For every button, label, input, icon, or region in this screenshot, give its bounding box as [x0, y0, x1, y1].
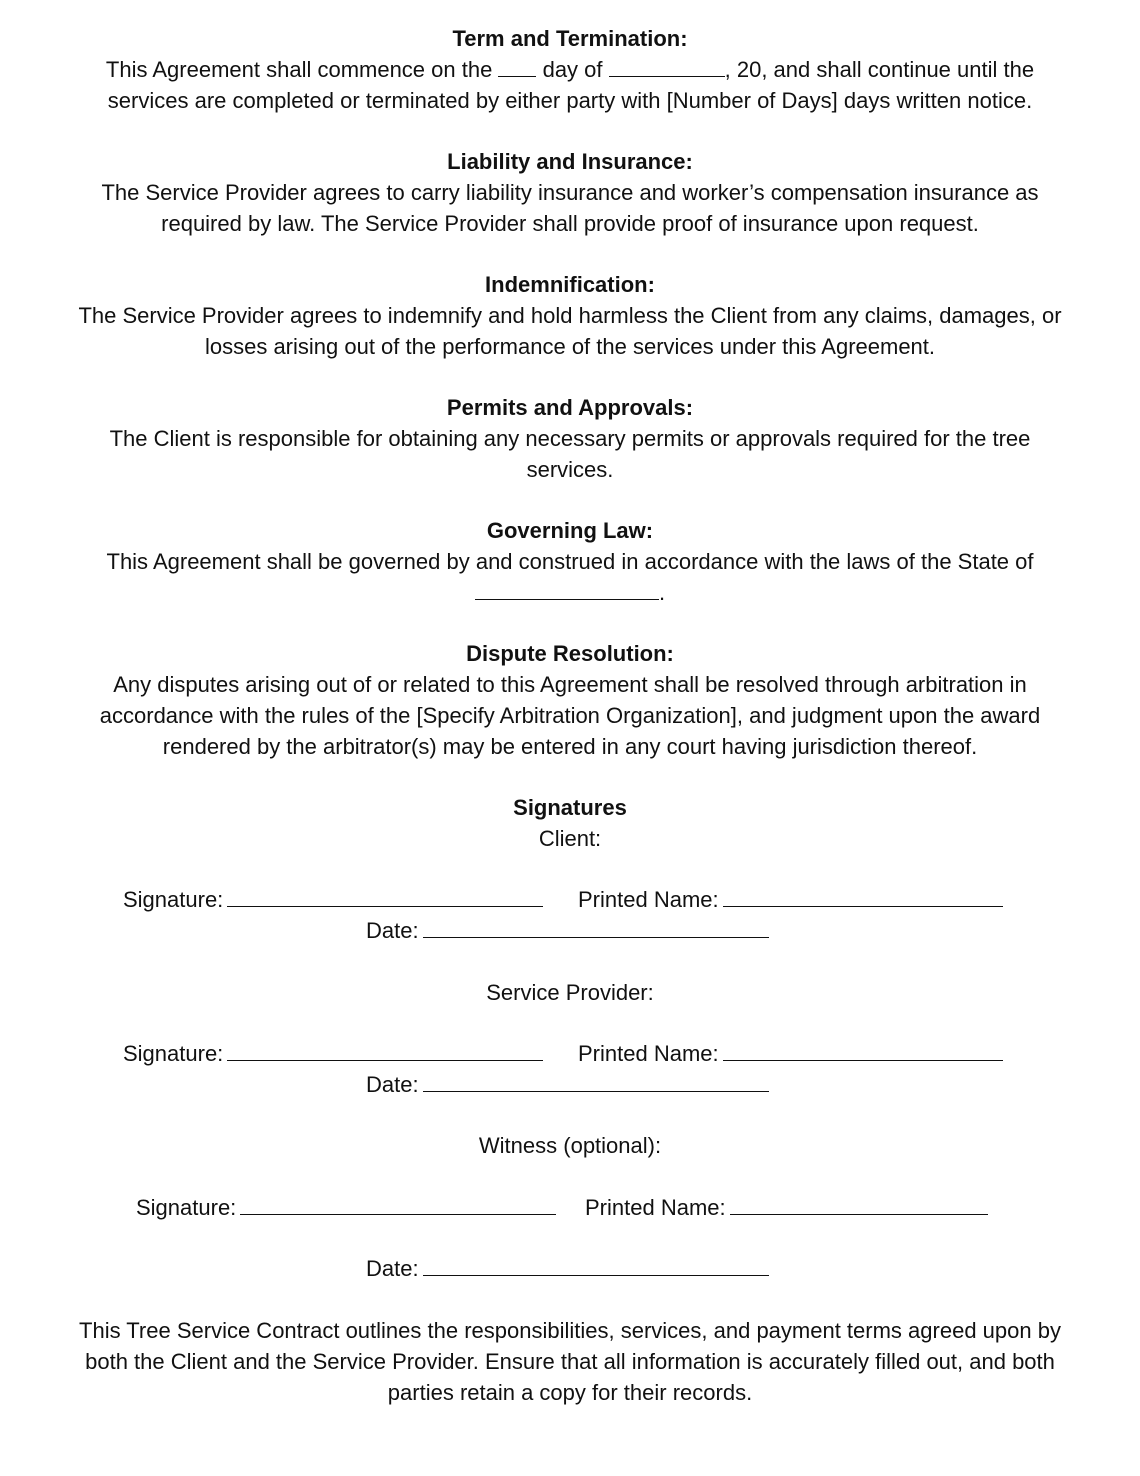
witness-printed-name-label: Printed Name: — [585, 1195, 726, 1220]
provider-date-field[interactable] — [423, 1069, 769, 1092]
provider-date-label: Date: — [366, 1072, 419, 1097]
indemnification-section — [0, 269, 1140, 362]
client-signature-field[interactable] — [227, 884, 543, 907]
state-blank[interactable] — [475, 579, 659, 600]
liability-line-2: required by law. The Service Provider shall provide proof of insurance upon request. — [161, 211, 979, 236]
governing-law-heading: Governing Law: — [486, 518, 654, 543]
client-date-label: Date: — [366, 918, 419, 943]
liability-heading: Liability and Insurance: — [447, 149, 693, 174]
day-blank[interactable] — [498, 56, 536, 77]
provider-label: Service Provider: — [486, 980, 654, 1005]
client-date-row — [366, 915, 769, 946]
dispute-heading: Dispute Resolution: — [466, 641, 674, 666]
governing-law-line-1: This Agreement shall be governed by and construed in accordance with the laws of the State of — [106, 549, 1034, 574]
client-signature-label: Signature: — [123, 887, 224, 912]
footer-line-1: This Tree Service Contract outlines the responsibilities, services, and payment terms agreed upon by — [79, 1318, 1061, 1343]
client-printed-name-label: Printed Name: — [578, 887, 719, 912]
client-printed-name-row — [578, 884, 1003, 915]
provider-printed-name-row — [578, 1038, 1003, 1069]
month-blank[interactable] — [609, 56, 725, 77]
footer-paragraph — [0, 1315, 1140, 1408]
dispute-line-2: accordance with the rules of the [Specify Arbitration Organization], and judgment upon the award — [99, 703, 1041, 728]
client-label: Client: — [538, 826, 602, 851]
witness-signature-row — [136, 1192, 556, 1223]
liability-line-1: The Service Provider agrees to carry liability insurance and worker’s compensation insurance as — [101, 180, 1039, 205]
witness-signature-label: Signature: — [136, 1195, 237, 1220]
term-line-1-a: This Agreement shall commence on the — [105, 57, 493, 82]
liability-section — [0, 146, 1140, 239]
provider-printed-name-field[interactable] — [723, 1038, 1003, 1061]
witness-printed-name-row — [585, 1192, 988, 1223]
provider-signature-label: Signature: — [123, 1041, 224, 1066]
term-line-1-c: , 20, and shall continue until the — [724, 57, 1035, 82]
provider-signature-field[interactable] — [227, 1038, 543, 1061]
provider-date-row — [366, 1069, 769, 1100]
dispute-section — [0, 638, 1140, 762]
governing-law-line-2 — [0, 577, 1140, 608]
witness-date-label: Date: — [366, 1256, 419, 1281]
witness-label-block — [0, 1130, 1140, 1161]
signatures-heading: Signatures — [513, 795, 627, 820]
witness-date-field[interactable] — [423, 1253, 769, 1276]
signatures-section — [0, 792, 1140, 854]
indemnification-line-2: losses arising out of the performance of the services under this Agreement. — [204, 334, 936, 359]
governing-law-section — [0, 515, 1140, 608]
client-printed-name-field[interactable] — [723, 884, 1003, 907]
indemnification-heading: Indemnification: — [485, 272, 655, 297]
term-heading: Term and Termination: — [452, 26, 688, 51]
governing-law-period: . — [658, 580, 666, 605]
term-line-1 — [0, 54, 1140, 85]
footer-line-2: both the Client and the Service Provider. Ensure that all information is accurately filled out, and both — [85, 1349, 1055, 1374]
witness-signature-field[interactable] — [240, 1192, 556, 1215]
witness-label: Witness (optional): — [478, 1133, 662, 1158]
term-line-1-b: day of — [542, 57, 603, 82]
dispute-line-3: rendered by the arbitrator(s) may be entered in any court having jurisdiction thereof. — [162, 734, 978, 759]
term-section — [0, 23, 1140, 116]
permits-line-2: services. — [526, 457, 614, 482]
witness-date-row — [366, 1253, 769, 1284]
footer-line-3: parties retain a copy for their records. — [387, 1380, 753, 1405]
dispute-line-1: Any disputes arising out of or related to this Agreement shall be resolved through arbitration in — [113, 672, 1027, 697]
provider-signature-row — [123, 1038, 543, 1069]
permits-heading: Permits and Approvals: — [446, 395, 694, 420]
permits-line-1: The Client is responsible for obtaining any necessary permits or approvals required for the tree — [109, 426, 1031, 451]
witness-printed-name-field[interactable] — [730, 1192, 988, 1215]
indemnification-line-1: The Service Provider agrees to indemnify and hold harmless the Client from any claims, damages, or — [78, 303, 1062, 328]
client-date-field[interactable] — [423, 915, 769, 938]
client-signature-row — [123, 884, 543, 915]
term-line-2: services are completed or terminated by either party with [Number of Days] days written notice. — [107, 88, 1033, 113]
provider-printed-name-label: Printed Name: — [578, 1041, 719, 1066]
permits-section — [0, 392, 1140, 485]
provider-label-block — [0, 977, 1140, 1008]
